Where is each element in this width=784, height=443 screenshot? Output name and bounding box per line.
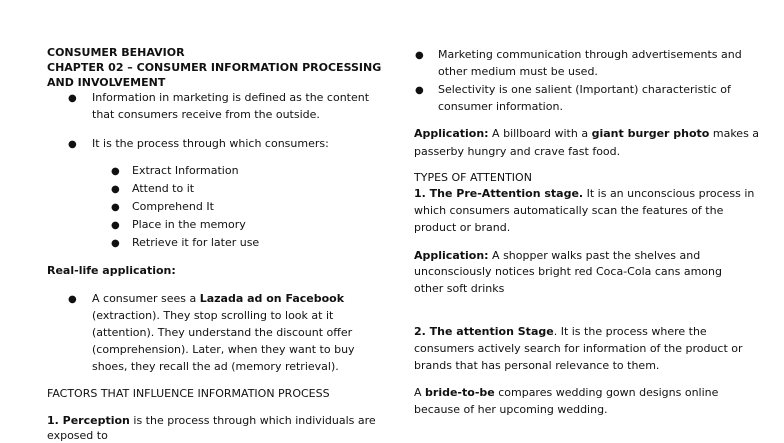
bullet-text: consumer information. [438, 100, 563, 113]
application-text: unconsciously notices bright red Coca-Cola cans among [414, 265, 722, 278]
attention-stage-text: 2. The attention Stage. It is the process where the [414, 325, 707, 338]
bullet-text: Marketing communication through advertisements and [438, 48, 742, 61]
bullet-icon: ● [415, 85, 424, 96]
bride-example-text: A bride-to-be compares wedding gown designs online [414, 386, 719, 399]
application-text: Application: A billboard with a giant burger photo makes a [414, 127, 760, 140]
perception-text: 1. Perception is the process through which individuals are [47, 414, 376, 427]
sub-bullet-icon: ● [111, 220, 120, 231]
example-text: (attention). They understand the discount offer [92, 326, 353, 339]
bullet-icon: ● [415, 50, 424, 61]
example-text: (extraction). They stop scrolling to look at it [92, 309, 334, 322]
sub-bullet-icon: ● [111, 202, 120, 213]
example-text: A consumer sees a Lazada ad on Facebook [92, 292, 345, 305]
attention-stage-text: consumers actively search for information of the product or [414, 342, 743, 355]
perception-text: exposed to [47, 429, 108, 442]
example-text: shoes, they recall the ad (memory retrieval). [92, 360, 339, 373]
pre-attention-text: product or brand. [414, 221, 511, 234]
bullet-icon: ● [68, 139, 77, 150]
sub-bullet-icon: ● [111, 238, 120, 249]
doc-heading-chapter-cont: AND INVOLVEMENT [47, 76, 166, 89]
sub-list-item: Extract Information [132, 164, 239, 177]
section-heading-factors: FACTORS THAT INFLUENCE INFORMATION PROCESS [47, 387, 330, 400]
bride-example-text: because of her upcoming wedding. [414, 403, 608, 416]
bullet-text: Selectivity is one salient (Important) characteristic of [438, 83, 731, 96]
bullet-icon: ● [68, 93, 77, 104]
pre-attention-text: 1. The Pre-Attention stage. It is an unconscious process in [414, 187, 755, 200]
highlight-lazada: Lazada ad on Facebook [199, 292, 345, 305]
bullet-text: It is the process through which consumers: [92, 137, 329, 150]
sub-list-item: Attend to it [132, 182, 195, 195]
sub-list-item: Place in the memory [132, 218, 246, 231]
section-heading-real-life: Real-life application: [47, 264, 176, 277]
pre-attention-text: which consumers automatically scan the features of the [414, 204, 724, 217]
bullet-text: other medium must be used. [438, 65, 598, 78]
sub-bullet-icon: ● [111, 166, 120, 177]
sub-bullet-icon: ● [111, 184, 120, 195]
bullet-text: that consumers receive from the outside. [92, 108, 320, 121]
sub-list-item: Comprehend It [132, 200, 214, 213]
doc-heading-title: CONSUMER BEHAVIOR [47, 46, 185, 59]
attention-stage-text: brands that has personal relevance to them. [414, 359, 660, 372]
section-heading-types: TYPES OF ATTENTION [414, 171, 532, 184]
application-text: passerby hungry and crave fast food. [414, 145, 621, 158]
example-text: (comprehension). Later, when they want to buy [92, 343, 355, 356]
bullet-text: Information in marketing is defined as the content [92, 91, 370, 104]
sub-list-item: Retrieve it for later use [132, 236, 260, 249]
application-text: Application: A shopper walks past the shelves and [414, 249, 701, 262]
bullet-icon: ● [68, 294, 77, 305]
doc-heading-chapter: CHAPTER 02 – CONSUMER INFORMATION PROCESSING [47, 61, 382, 74]
application-text: other soft drinks [414, 282, 505, 295]
